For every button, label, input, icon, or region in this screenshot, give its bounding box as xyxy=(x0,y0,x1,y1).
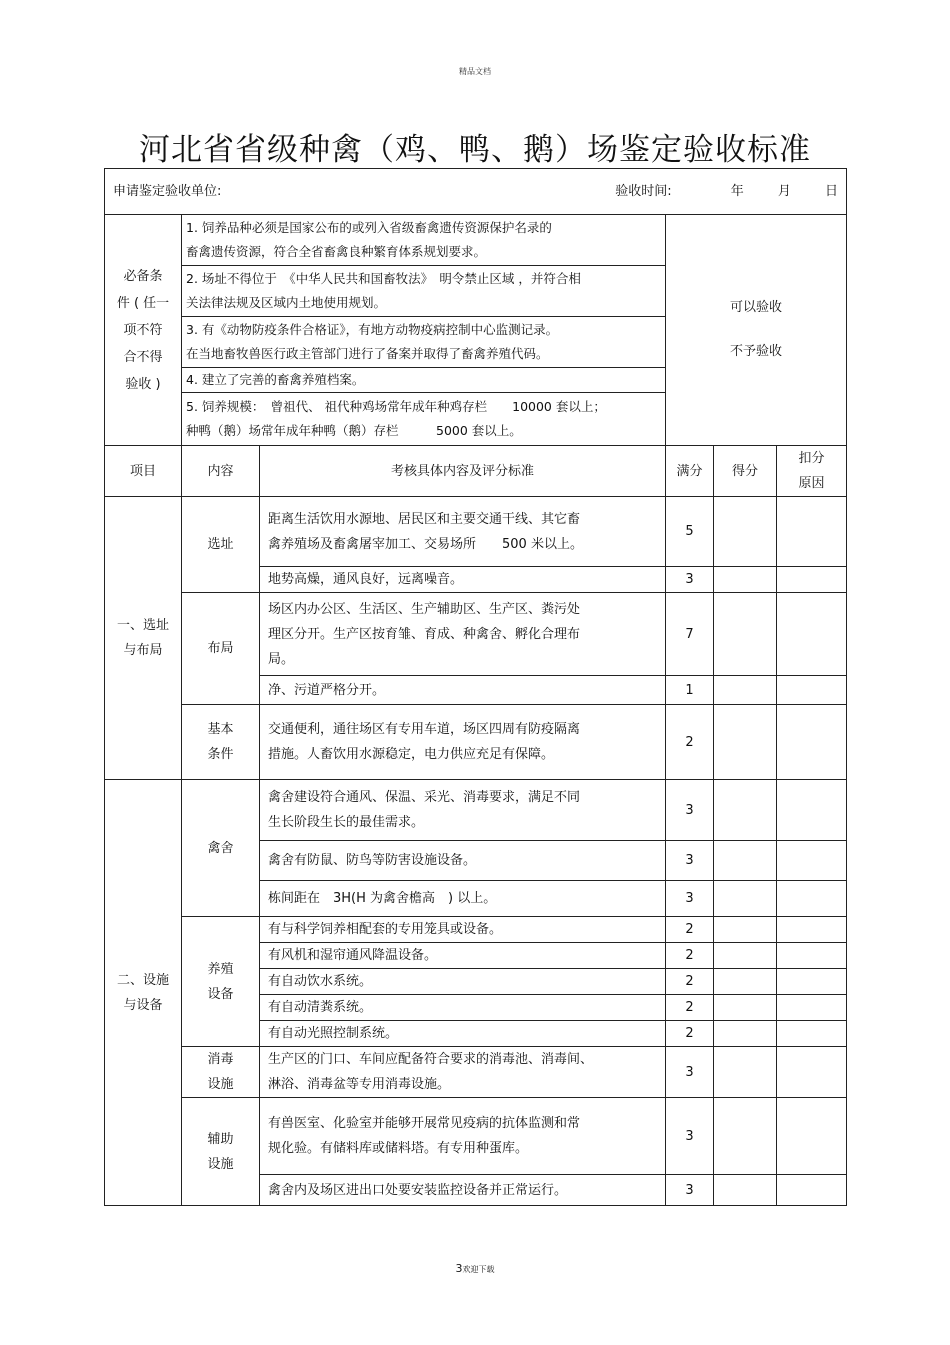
requirement-item-1: 1. 饲养品种必须是国家公布的或列入省级畜禽遗传资源保护名录的 畜禽遗传资源，符合全省畜禽良种繁育体系规划要求。 xyxy=(182,215,666,266)
score-cell[interactable] xyxy=(714,1021,777,1047)
requirement-item-4: 4. 建立了完善的畜禽养殖档案。 xyxy=(182,368,666,393)
full-score: 5 xyxy=(666,497,714,567)
acceptance-standard-table xyxy=(104,168,847,1206)
score-cell[interactable] xyxy=(714,943,777,969)
subsection-poultry-house: 禽舍 xyxy=(182,780,260,917)
col-score-header: 得分 xyxy=(714,446,777,497)
time-label: 验收时间: xyxy=(615,184,672,199)
reason-cell[interactable] xyxy=(777,593,847,676)
page-footer xyxy=(0,1262,950,1275)
subsection-site: 选址 xyxy=(182,497,260,593)
criteria-cell: 交通便利，通往场区有专用车道，场区四周有防疫隔离 措施。人畜饮用水源稳定，电力供应充足有保障。 xyxy=(260,705,666,780)
requirement-item-2: 2. 场址不得位于 《中华人民共和国畜牧法》 明令禁止区域 ，并符合相 关法律法规及区域内土地使用规划。 xyxy=(182,266,666,317)
criteria-cell: 有兽医室、化验室并能够开展常见疫病的抗体监测和常 规化验。有储料库或储料塔。有专用种蛋库。 xyxy=(260,1098,666,1175)
full-score: 2 xyxy=(666,969,714,995)
verdict-cell xyxy=(666,215,847,446)
col-content-header: 内容 xyxy=(182,446,260,497)
full-score: 3 xyxy=(666,1098,714,1175)
reason-cell[interactable] xyxy=(777,841,847,881)
full-score: 3 xyxy=(666,567,714,593)
unit-cell xyxy=(105,169,847,215)
column-header-row xyxy=(105,446,847,497)
score-cell[interactable] xyxy=(714,497,777,567)
subsection-disinfection: 消毒 设施 xyxy=(182,1047,260,1098)
criteria-cell: 禽舍建设符合通风、保温、采光、消毒要求，满足不同 生长阶段生长的最佳需求。 xyxy=(260,780,666,841)
score-cell[interactable] xyxy=(714,593,777,676)
criteria-cell: 距离生活饮用水源地、居民区和主要交通干线、其它畜 禽养殖场及畜禽屠宰加工、交易场所 500 米以上。 xyxy=(260,497,666,567)
full-score: 1 xyxy=(666,676,714,705)
score-cell[interactable] xyxy=(714,841,777,881)
reason-cell[interactable] xyxy=(777,995,847,1021)
section-label-2: 二、设施 与设备 xyxy=(105,780,182,1206)
score-cell[interactable] xyxy=(714,1175,777,1206)
full-score: 3 xyxy=(666,780,714,841)
day-label: 日 xyxy=(825,184,839,199)
score-cell[interactable] xyxy=(714,705,777,780)
month-label: 月 xyxy=(777,184,791,199)
table-row xyxy=(105,780,847,841)
criteria-cell: 有自动光照控制系统。 xyxy=(260,1021,666,1047)
criteria-cell: 生产区的门口、车间应配备符合要求的消毒池、消毒间、 淋浴、消毒盆等专用消毒设施。 xyxy=(260,1047,666,1098)
verdict-pass: 可以验收 xyxy=(730,300,783,315)
full-score: 7 xyxy=(666,593,714,676)
reason-cell[interactable] xyxy=(777,1021,847,1047)
col-full-header: 满分 xyxy=(666,446,714,497)
score-cell[interactable] xyxy=(714,969,777,995)
document-title: 河北省省级种禽（鸡、鸭、鹅）场鉴定验收标准 xyxy=(139,132,811,168)
reason-cell[interactable] xyxy=(777,1098,847,1175)
verdict-fail: 不予验收 xyxy=(730,344,783,359)
reason-cell[interactable] xyxy=(777,969,847,995)
score-cell[interactable] xyxy=(714,567,777,593)
criteria-cell: 禽舍内及场区进出口处要安装监控设备并正常运行。 xyxy=(260,1175,666,1206)
requirement-row xyxy=(105,215,847,266)
criteria-cell: 地势高燥，通风良好，远离噪音。 xyxy=(260,567,666,593)
score-cell[interactable] xyxy=(714,780,777,841)
requirements-label: 必备条 件 ( 任一 项不符 合不得 验收 ) xyxy=(105,215,182,446)
year-label: 年 xyxy=(730,184,744,199)
full-score: 2 xyxy=(666,995,714,1021)
reason-cell[interactable] xyxy=(777,497,847,567)
criteria-cell: 有自动清粪系统。 xyxy=(260,995,666,1021)
date-fields xyxy=(585,179,838,204)
criteria-cell: 栋间距在 3H(H 为禽舍檐高 ) 以上。 xyxy=(260,881,666,917)
full-score: 3 xyxy=(666,1175,714,1206)
score-cell[interactable] xyxy=(714,1098,777,1175)
criteria-cell: 净、污道严格分开。 xyxy=(260,676,666,705)
full-score: 2 xyxy=(666,705,714,780)
full-score: 2 xyxy=(666,943,714,969)
reason-cell[interactable] xyxy=(777,567,847,593)
reason-cell[interactable] xyxy=(777,1047,847,1098)
subsection-auxiliary: 辅助 设施 xyxy=(182,1098,260,1206)
reason-cell[interactable] xyxy=(777,780,847,841)
col-item-header: 项目 xyxy=(105,446,182,497)
criteria-cell: 禽舍有防鼠、防鸟等防害设施设备。 xyxy=(260,841,666,881)
score-cell[interactable] xyxy=(714,917,777,943)
unit-label: 申请鉴定验收单位: xyxy=(113,184,222,199)
watermark-text: 精品文档 xyxy=(459,67,491,76)
reason-cell[interactable] xyxy=(777,1175,847,1206)
requirement-item-5: 5. 饲养规模： 曾祖代、 祖代种鸡场常年成年种鸡存栏 10000 套以上； 种鸭（鹅）场常年成年种鸭（鹅）存栏 5000 套以上。 xyxy=(182,393,666,446)
score-cell[interactable] xyxy=(714,1047,777,1098)
table-row xyxy=(105,1098,847,1175)
subsection-basic: 基本 条件 xyxy=(182,705,260,780)
requirement-item-3: 3. 有《动物防疫条件合格证》，有地方动物疫病控制中心监测记录。 在当地畜牧兽医行政主管部门进行了备案并取得了畜禽养殖代码。 xyxy=(182,317,666,368)
score-cell[interactable] xyxy=(714,676,777,705)
score-cell[interactable] xyxy=(714,881,777,917)
col-reason-header: 扣分 原因 xyxy=(777,446,847,497)
reason-cell[interactable] xyxy=(777,881,847,917)
col-criteria-header: 考核具体内容及评分标准 xyxy=(260,446,666,497)
full-score: 2 xyxy=(666,917,714,943)
reason-cell[interactable] xyxy=(777,705,847,780)
full-score: 3 xyxy=(666,881,714,917)
unit-row xyxy=(105,169,847,215)
reason-cell[interactable] xyxy=(777,917,847,943)
full-score: 2 xyxy=(666,1021,714,1047)
score-cell[interactable] xyxy=(714,995,777,1021)
criteria-cell: 有与科学饲养相配套的专用笼具或设备。 xyxy=(260,917,666,943)
footer-text: 欢迎下载 xyxy=(462,1265,495,1274)
table-row xyxy=(105,917,847,943)
full-score: 3 xyxy=(666,1047,714,1098)
reason-cell[interactable] xyxy=(777,676,847,705)
table-row xyxy=(105,593,847,676)
table-row xyxy=(105,705,847,780)
criteria-cell: 场区内办公区、生活区、生产辅助区、生产区、粪污处 理区分开。生产区按育雏、育成、种禽舍、孵化合理布 局。 xyxy=(260,593,666,676)
reason-cell[interactable] xyxy=(777,943,847,969)
page-number: 3 xyxy=(455,1262,463,1275)
subsection-equipment: 养殖 设备 xyxy=(182,917,260,1047)
table-row xyxy=(105,497,847,567)
criteria-cell: 有自动饮水系统。 xyxy=(260,969,666,995)
criteria-cell: 有风机和湿帘通风降温设备。 xyxy=(260,943,666,969)
subsection-layout: 布局 xyxy=(182,593,260,705)
full-score: 3 xyxy=(666,841,714,881)
section-label-1: 一、选址 与布局 xyxy=(105,497,182,780)
table-row xyxy=(105,1047,847,1098)
